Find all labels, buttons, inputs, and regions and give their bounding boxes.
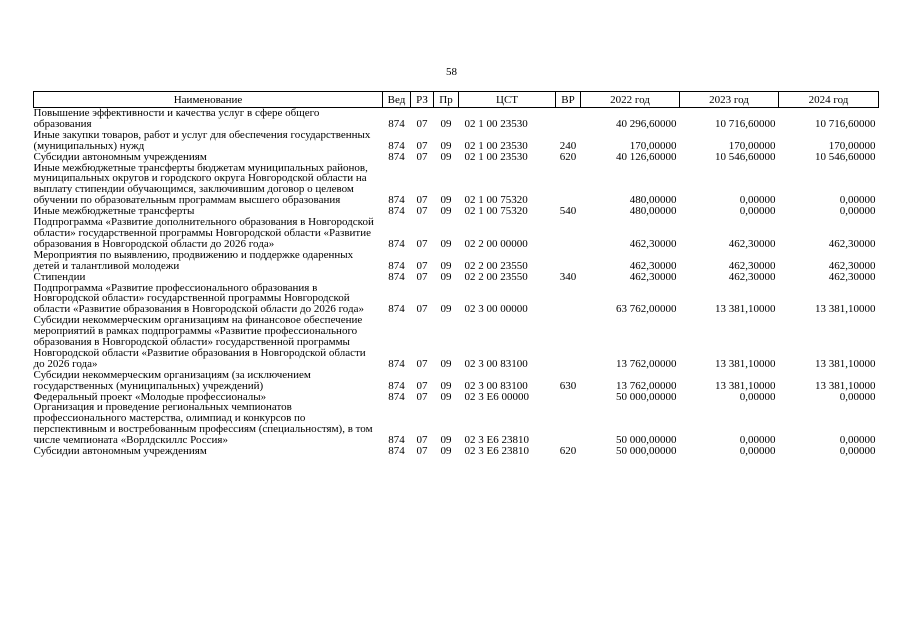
table-row xyxy=(34,283,879,316)
row-2023: 0,00000 xyxy=(739,390,776,403)
row-vr: 340 xyxy=(559,270,577,283)
row-pr: 09 xyxy=(440,237,452,250)
row-vr xyxy=(556,315,581,370)
row-2022: 40 296,60000 xyxy=(616,117,677,130)
table-row xyxy=(34,250,879,272)
row-pr: 09 xyxy=(440,434,452,447)
table-row xyxy=(34,272,879,283)
row-2022: 13 762,00000 xyxy=(616,379,677,392)
row-cst: 02 2 00 23550 xyxy=(464,259,528,272)
row-vr: 630 xyxy=(559,379,577,392)
row-cst: 02 1 00 75320 xyxy=(464,194,528,207)
row-vr xyxy=(556,283,581,316)
table-row xyxy=(34,370,879,392)
row-2022: 13 762,00000 xyxy=(616,357,677,370)
row-rz: 07 xyxy=(416,237,428,250)
row-pr: 09 xyxy=(440,357,452,370)
budget-table xyxy=(33,91,879,457)
row-name: Подпрограмма «Развитие дополнительного образования в Новгородской области» государственной программы Новгородской области «Развитие образования в Новгородской области до 2026 года» xyxy=(33,216,374,250)
row-cst: 02 1 00 23530 xyxy=(464,150,528,163)
row-pr: 09 xyxy=(440,150,452,163)
row-rz: 07 xyxy=(416,303,428,316)
table-body xyxy=(34,108,879,458)
row-pr: 09 xyxy=(440,390,452,403)
table-row xyxy=(34,315,879,370)
row-rz: 07 xyxy=(416,434,428,447)
row-name: Субсидии некоммерческим организациям на финансовое обеспечение мероприятий в рамках подпрограммы «Развитие профессионального образования в Новгородской области» государственной программы Новгородской области «Развитие образования в Новгородской области до 2026 года» xyxy=(33,314,366,370)
row-2024: 462,30000 xyxy=(828,270,876,283)
row-2022: 40 126,60000 xyxy=(616,150,677,163)
row-rz: 07 xyxy=(416,117,428,130)
row-2024: 0,00000 xyxy=(839,434,876,447)
header-pr: Пр xyxy=(434,92,459,108)
row-cst: 02 1 00 75320 xyxy=(464,205,528,218)
row-2024: 0,00000 xyxy=(839,445,876,458)
table-row xyxy=(34,152,879,163)
header-name: Наименование xyxy=(34,92,383,108)
row-ved: 874 xyxy=(388,270,405,283)
row-pr: 09 xyxy=(440,139,452,152)
row-ved: 874 xyxy=(388,379,405,392)
row-pr: 09 xyxy=(440,117,452,130)
row-ved: 874 xyxy=(388,205,405,218)
row-2024: 13 381,10000 xyxy=(815,357,876,370)
row-2024: 0,00000 xyxy=(839,205,876,218)
row-2022: 462,30000 xyxy=(629,270,677,283)
row-2023: 462,30000 xyxy=(728,237,776,250)
row-2023: 0,00000 xyxy=(739,434,776,447)
row-rz: 07 xyxy=(416,259,428,272)
row-2024: 462,30000 xyxy=(828,259,876,272)
header-2024: 2024 год xyxy=(779,92,879,108)
row-rz: 07 xyxy=(416,194,428,207)
row-2022: 480,00000 xyxy=(629,194,677,207)
row-cst: 02 1 00 23530 xyxy=(464,139,528,152)
row-rz: 07 xyxy=(416,205,428,218)
row-vr xyxy=(556,163,581,207)
row-2024: 10 716,60000 xyxy=(815,117,876,130)
table-row xyxy=(34,446,879,457)
row-cst: 02 2 00 00000 xyxy=(464,237,528,250)
row-2024: 462,30000 xyxy=(828,237,876,250)
row-2022: 50 000,00000 xyxy=(616,445,677,458)
row-name: Иные межбюджетные трансферты xyxy=(33,205,195,218)
row-cst: 02 2 00 23550 xyxy=(464,270,528,283)
row-ved: 874 xyxy=(388,390,405,403)
row-name: Федеральный проект «Молодые профессионалы» xyxy=(33,390,267,403)
row-vr: 620 xyxy=(559,445,577,458)
row-2022: 170,00000 xyxy=(629,139,677,152)
row-pr: 09 xyxy=(440,303,452,316)
row-cst: 02 1 00 23530 xyxy=(464,117,528,130)
row-2023: 0,00000 xyxy=(739,205,776,218)
row-cst: 02 3 00 83100 xyxy=(464,357,528,370)
table-row xyxy=(34,217,879,250)
row-name: Иные закупки товаров, работ и услуг для обеспечения государственных (муниципальных) нужд xyxy=(33,128,371,152)
row-vr xyxy=(556,250,581,272)
row-2023: 0,00000 xyxy=(739,194,776,207)
row-2024: 170,00000 xyxy=(828,139,876,152)
row-cst: 02 3 E6 00000 xyxy=(464,390,529,403)
row-ved: 874 xyxy=(388,357,405,370)
page-number: 58 xyxy=(446,66,457,78)
row-name: Иные межбюджетные трансферты бюджетам муниципальных районов, муниципальных округов и городского округа Новгородской области на выплату стипендии обучающимся, заключившим договор о целевом обучении по образовательным программам высшего образования xyxy=(33,161,368,207)
row-name: Субсидии некоммерческим организациям (за исключением государственных (муниципальных) учреждений) xyxy=(33,368,311,392)
row-2024: 13 381,10000 xyxy=(815,379,876,392)
header-cst: ЦСТ xyxy=(459,92,556,108)
row-2022: 462,30000 xyxy=(629,237,677,250)
row-cst: 02 3 E6 23810 xyxy=(464,434,529,447)
row-name: Подпрограмма «Развитие профессионального образования в Новгородской области» государственной программы Новгородской области «Развитие образования в Новгородской области до 2026 года» xyxy=(33,281,364,316)
row-pr: 09 xyxy=(440,445,452,458)
row-2022: 63 762,00000 xyxy=(616,303,677,316)
row-2023: 10 716,60000 xyxy=(715,117,776,130)
row-vr: 240 xyxy=(559,139,577,152)
row-vr xyxy=(556,392,581,403)
row-pr: 09 xyxy=(440,205,452,218)
row-ved: 874 xyxy=(388,194,405,207)
header-ved: Вед xyxy=(383,92,411,108)
row-ved: 874 xyxy=(388,434,405,447)
row-ved: 874 xyxy=(388,445,405,458)
table-row xyxy=(34,130,879,152)
table-row xyxy=(34,108,879,130)
row-ved: 874 xyxy=(388,139,405,152)
row-vr xyxy=(556,402,581,446)
row-2022: 462,30000 xyxy=(629,259,677,272)
header-2022: 2022 год xyxy=(581,92,680,108)
table-header-row xyxy=(34,92,879,108)
row-cst: 02 3 00 00000 xyxy=(464,303,528,316)
row-name: Стипендии xyxy=(33,270,86,283)
row-rz: 07 xyxy=(416,139,428,152)
row-name: Субсидии автономным учреждениям xyxy=(33,445,207,458)
header-rz: РЗ xyxy=(411,92,434,108)
row-2024: 13 381,10000 xyxy=(815,303,876,316)
row-2022: 480,00000 xyxy=(629,205,677,218)
row-2022: 50 000,00000 xyxy=(616,434,677,447)
row-cst: 02 3 E6 23810 xyxy=(464,445,529,458)
row-ved: 874 xyxy=(388,303,405,316)
row-name: Мероприятия по выявлению, продвижению и поддержке одаренных детей и талантливой молодежи xyxy=(33,248,354,272)
row-rz: 07 xyxy=(416,270,428,283)
row-rz: 07 xyxy=(416,150,428,163)
row-ved: 874 xyxy=(388,150,405,163)
row-pr: 09 xyxy=(440,259,452,272)
row-2023: 13 381,10000 xyxy=(715,357,776,370)
row-2022: 50 000,00000 xyxy=(616,390,677,403)
row-pr: 09 xyxy=(440,270,452,283)
header-vr: ВР xyxy=(556,92,581,108)
row-rz: 07 xyxy=(416,357,428,370)
row-2024: 0,00000 xyxy=(839,194,876,207)
row-name: Повышение эффективности и качества услуг в сфере общего образования xyxy=(33,107,320,130)
table-row xyxy=(34,402,879,446)
row-ved: 874 xyxy=(388,237,405,250)
row-2023: 170,00000 xyxy=(728,139,776,152)
row-2023: 13 381,10000 xyxy=(715,379,776,392)
row-pr: 09 xyxy=(440,379,452,392)
row-2023: 0,00000 xyxy=(739,445,776,458)
row-rz: 07 xyxy=(416,379,428,392)
table-row xyxy=(34,163,879,207)
row-ved: 874 xyxy=(388,117,405,130)
row-vr xyxy=(556,217,581,250)
row-pr: 09 xyxy=(440,194,452,207)
row-name: Организация и проведение региональных чемпионатов профессионального мастерства, олимпиад и конкурсов по перспективным и востребованным профессиям (специальностям), в том числе чемпионата «Ворлдскиллс Россия» xyxy=(33,401,373,447)
row-cst: 02 3 00 83100 xyxy=(464,379,528,392)
header-2023: 2023 год xyxy=(680,92,779,108)
row-vr: 540 xyxy=(559,205,577,218)
row-2023: 462,30000 xyxy=(728,259,776,272)
row-vr: 620 xyxy=(559,150,577,163)
row-rz: 07 xyxy=(416,390,428,403)
row-vr xyxy=(556,108,581,130)
row-name: Субсидии автономным учреждениям xyxy=(33,150,207,163)
row-2023: 10 546,60000 xyxy=(715,150,776,163)
row-2023: 13 381,10000 xyxy=(715,303,776,316)
row-2024: 0,00000 xyxy=(839,390,876,403)
row-2023: 462,30000 xyxy=(728,270,776,283)
row-rz: 07 xyxy=(416,445,428,458)
row-2024: 10 546,60000 xyxy=(815,150,876,163)
row-ved: 874 xyxy=(388,259,405,272)
